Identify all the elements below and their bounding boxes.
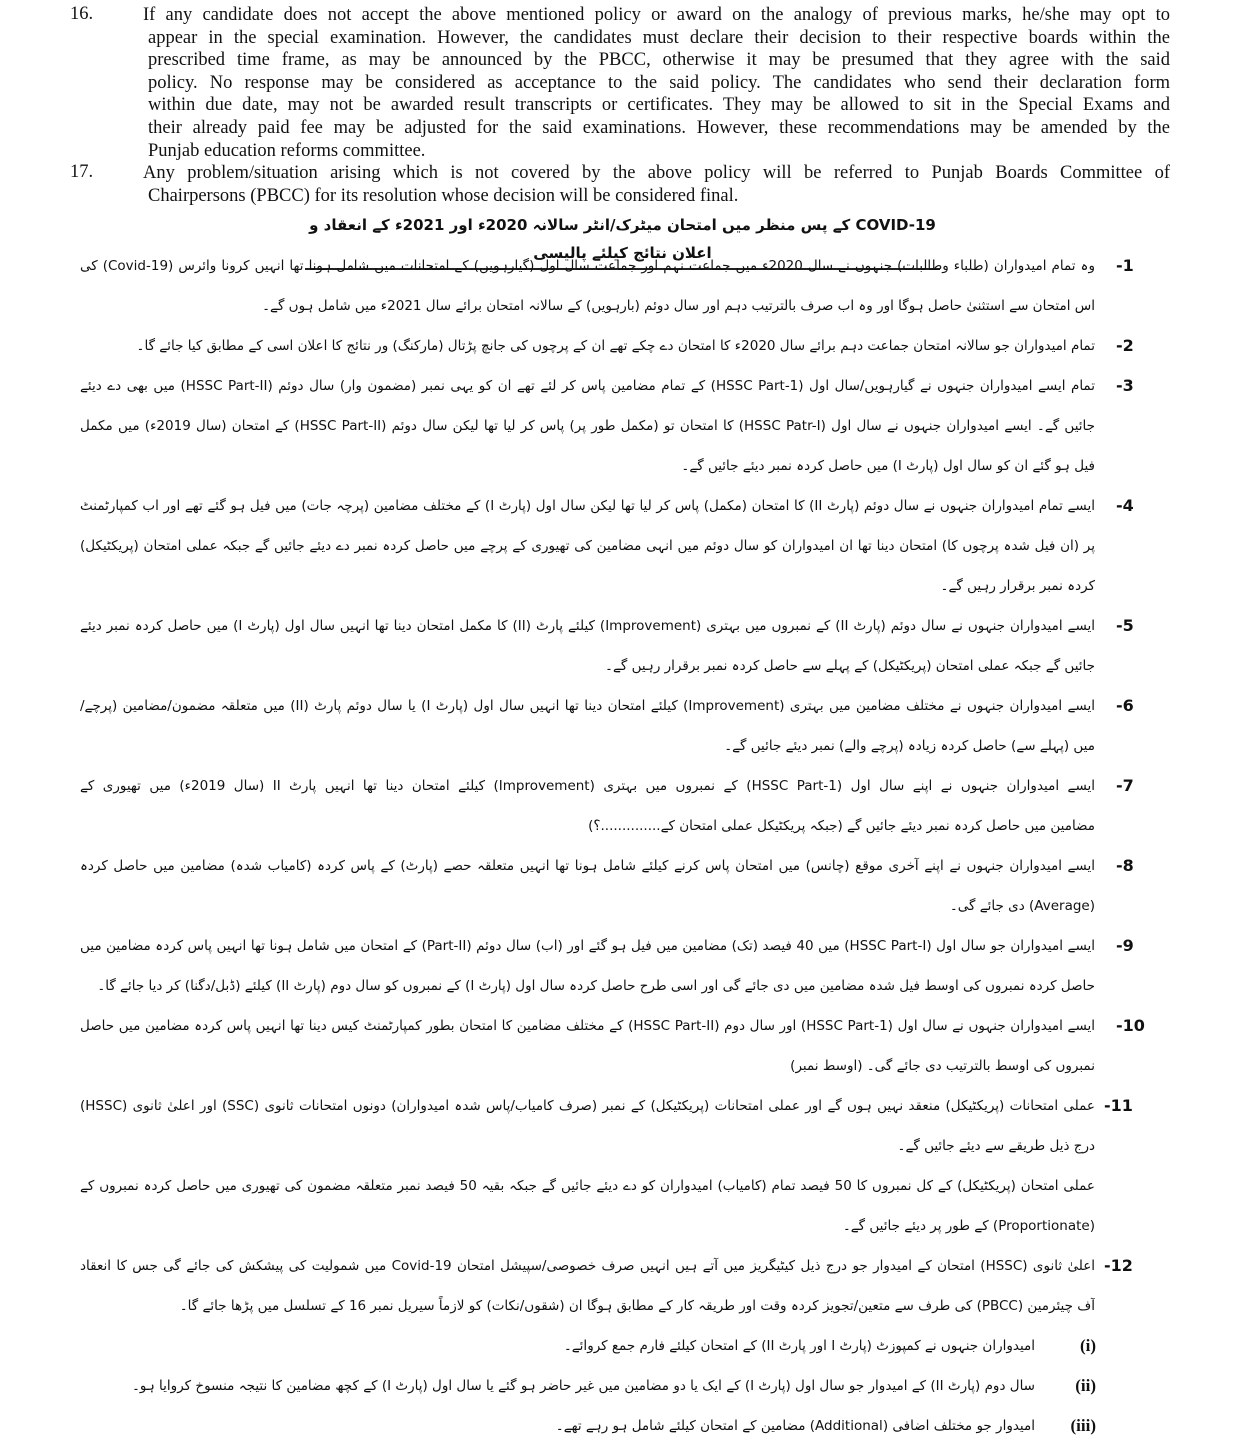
urdu-clause-8	[0, 846, 1246, 926]
clause-text-line: اس امتحان سے استثنیٰ حاصل ہوگا اور وہ اب صرف بالترتیب دہم اور سال دوئم (بارہویں) کے سالانہ امتحان برائے سال 2021ء میں شامل ہوں گے۔	[262, 298, 1095, 314]
clause-text-line: prescribed time frame, as may be announced by the PBCC, otherwise it may be presumed that they agree with the said	[148, 50, 1170, 71]
clause-text-line: ایسے امیدواران جنہوں نے مختلف مضامین میں بہتری (Improvement) کیلئے امتحان دینا تھا انہیں سال اول (پارٹ I) یا سال دوئم پارٹ (II) میں متعلقہ مضمون/مضامین (پرچے/	[80, 698, 1095, 714]
clause-number: -9	[1116, 936, 1134, 955]
clause-text-line: تمام ایسے امیدواران جنہوں نے گیارہویں/سال اول (HSSC Part-1) کے تمام مضامین پاس کر لئے تھے ان کو یہی نمبر (مضمون وار) سال دوئم (HSSC Part-II) میں بھی دے دیئے	[80, 378, 1095, 394]
urdu-clause-5	[0, 606, 1246, 686]
policy-title: COVID-19 کے پس منظر میں امتحان میٹرک/انٹر سالانہ 2020ء اور 2021ء کے انعقاد و اعلان نتائج کیلئے پالیسی	[305, 211, 940, 270]
urdu-clause-12	[0, 1246, 1246, 1326]
clause-text-line: (Average) دی جائے گی۔	[949, 898, 1095, 914]
urdu-clause-9	[0, 926, 1246, 1006]
clause-text-line: فیل ہو گئے ان کو سال اول (پارٹ I) میں حاصل کردہ نمبر دیئے جائیں گے۔	[681, 458, 1095, 474]
sub-clause-text: سال دوم (پارٹ II) کے امیدوار جو سال اول (پارٹ I) کے ایک یا دو مضامین میں غیر حاضر ہو گئے یا سال اول (پارٹ I) کے کچھ مضامین کا نتیجہ منسوخ کروایا ہو۔	[131, 1378, 1035, 1394]
clause-text-line: ایسے امیدواران جنہوں نے سال دوئم (پارٹ II) کے نمبروں میں بہتری (Improvement) کیلئے پارٹ (II) کا مکمل امتحان دینا تھا انہیں سال اول (پارٹ I) میں حاصل کردہ نمبر دیئے	[80, 618, 1095, 634]
clause-number: -11	[1104, 1096, 1133, 1115]
sub-clause-number: (i)	[1079, 1336, 1096, 1355]
clause-text-line: پر (ان فیل شدہ پرچوں کا) امتحان دینا تھا ان امیدواران کو سال دوئم میں انہی مضامین کی تھیوری کے پرچے میں حاصل کردہ نمبر دے دیئے جائیں گے جبکہ عملی امتحان (پریکٹیکل)	[80, 538, 1095, 554]
sub-clause	[0, 1326, 1246, 1366]
clause-number: -2	[1116, 336, 1134, 355]
sub-clause-text: امیدوار جو مختلف اضافی (Additional) مضامین کے امتحان کیلئے شامل ہو رہے تھے۔	[555, 1418, 1035, 1434]
clause-text-line: کردہ نمبر برقرار رہیں گے۔	[940, 578, 1095, 594]
urdu-clause-10	[0, 1006, 1246, 1086]
clause-text-line: If any candidate does not accept the above mentioned policy or award on the analogy of previous marks, he/she may opt to	[143, 5, 1170, 25]
urdu-section	[0, 246, 1246, 1446]
clause-text-line: Punjab education reforms committee.	[148, 140, 426, 161]
clause-number: -7	[1116, 776, 1134, 795]
clause-number: 16.	[70, 4, 94, 24]
clause-text-line: عملی امتحانات (پریکٹیکل) منعقد نہیں ہوں گے اور عملی امتحانات (پریکٹیکل) کے نمبر (صرف کامیاب/پاس شدہ امیدواران) دونوں امتحانات ثانوی (SSC) اور اعلیٰ ثانوی (HSSC)	[80, 1098, 1095, 1114]
clause-number: -12	[1104, 1256, 1133, 1275]
clause-text-line: جائیں گے جبکہ عملی امتحان (پریکٹیکل) کے پہلے سے حاصل کردہ نمبر برقرار رہیں گے۔	[605, 658, 1095, 674]
clause-number: 17.	[70, 162, 94, 183]
clause-text-line: ایسے امیدواران جنہوں نے اپنے آخری موقع (چانس) میں امتحان پاس کرنے کیلئے شامل ہونا تھا انہیں متعلقہ حصے (پارٹ) کے پاس کردہ (کامیاب شدہ) مضامین میں حاصل کردہ	[80, 858, 1095, 874]
english-section	[0, 4, 1246, 207]
clause-text-line: میں (پہلے سے) حاصل کردہ زیادہ (پرچے والے) نمبر دیئے جائیں گے۔	[724, 738, 1095, 754]
sub-clause	[0, 1366, 1246, 1406]
clause-number: -1	[1116, 256, 1134, 275]
clause-text-line: their already paid fee may be adjusted for the said examinations. However, these recommendations may be amended by the	[148, 117, 1170, 138]
clause-text-line: نمبروں کی اوسط بالترتیب دی جائے گی۔ (اوسط نمبر)	[790, 1058, 1095, 1074]
urdu-clause-1	[0, 246, 1246, 326]
clause-text-line: آف چیئرمین (PBCC) کی طرف سے متعین/تجویز کردہ وقت اور طریقہ کار کے مطابق ہوگا ان (شقوں/نکات) کو لازماً سیریل نمبر 16 کے تسلسل میں پڑھا جائے گا۔	[179, 1298, 1095, 1314]
clause-number: -6	[1116, 696, 1134, 715]
clause-number: -5	[1116, 616, 1134, 635]
urdu-clause-4	[0, 486, 1246, 606]
clause-text-line: within due date, may not be awarded result transcripts or certificates. They may be allowed to sit in the Special Exams and	[148, 95, 1170, 116]
clause-text-line: Chairpersons (PBCC) for its resolution whose decision will be considered final.	[148, 185, 739, 206]
clause-number: -4	[1116, 496, 1134, 515]
sub-clause-number: (iii)	[1070, 1416, 1096, 1435]
clause-text-line: (Proportionate) کے طور پر دیئے جائیں گے۔	[842, 1218, 1095, 1234]
urdu-clause-2	[0, 326, 1246, 366]
urdu-clause-3	[0, 366, 1246, 486]
clause-text-line: Any problem/situation arising which is not covered by the above policy will be referred to Punjab Boards Committee of	[143, 163, 1170, 184]
clause-text-line: مضامین میں حاصل کردہ نمبر دیئے جائیں گے (جبکہ پریکٹیکل عملی امتحان کے..............؟)	[588, 818, 1095, 834]
clause-17	[0, 162, 1246, 207]
urdu-clause-7	[0, 766, 1246, 846]
clause-text-line: ایسے امیدواران جنہوں نے اپنے سال اول (HSSC Part-1) کے نمبروں میں بہتری (Improvement) کیلئے امتحان دینا تھا انہیں پارٹ II (سال 2019ء) میں تھیوری کے	[80, 778, 1095, 794]
clause-text-line: حاصل کردہ نمبروں کی اوسط فیل شدہ مضامین میں دی جائے گی اور اسی طرح حاصل کردہ سال اول (پارٹ I) کے نمبروں کو سال دوم (پارٹ II) کیلئے (ڈبل/دگنا) کر دیا جائے گا۔	[97, 978, 1095, 994]
clause-text-line: ایسے امیدواران جو سال اول (HSSC Part-I) میں 40 فیصد (تک) مضامین میں فیل ہو گئے اور (اب) سال دوئم (Part-II) کے امتحان میں شامل ہونا تھا انہیں پاس کردہ مضامین میں	[80, 938, 1095, 954]
clause-number: -8	[1116, 856, 1134, 875]
clause-text-line: policy. No response may be considered as acceptance to the said policy. The candidates who send their declaration form	[148, 72, 1170, 93]
clause-text-line: appear in the special examination. However, the candidates must declare their decision to their respective boards within the	[148, 27, 1170, 48]
clause-text-line: وہ تمام امیدواران (طلباء وطالبات) جنہوں نے سال 2020ء میں جماعت نہم اور جماعت سال اول (گیارہویں) کے امتحانات میں شامل ہونا تھا انہیں کرونا وائرس (Covid-19) کی	[80, 258, 1095, 274]
clause-text-line: عملی امتحان (پریکٹیکل) کے کل نمبروں کا 50 فیصد تمام (کامیاب) امیدواران کو دے دیئے جائیں گے جبکہ بقیہ 50 فیصد نمبر متعلقہ مضمون کی تھیوری میں حاصل کردہ نمبروں کے	[80, 1178, 1095, 1194]
clause-text-line: ایسے امیدواران جنہوں نے سال اول (HSSC Part-1) اور سال دوم (HSSC Part-II) کے مختلف مضامین کا امتحان بطور کمپارٹمنٹ کیس دینا تھا انہیں پاس کردہ مضامین میں حاصل	[80, 1018, 1095, 1034]
clause-number: -3	[1116, 376, 1134, 395]
clause-number: -10	[1116, 1016, 1145, 1035]
clause-text-line: جائیں گے۔ ایسے امیدواران جنہوں نے سال اول (HSSC Patr-I) کا امتحان تو (مکمل طور پر) پاس کر لیا تھا لیکن سال دوئم (HSSC Part-II) کے امتحان (سال 2019ء) میں مکمل	[80, 418, 1095, 434]
clause-text-line: درج ذیل طریقے سے دیئے جائیں گے۔	[897, 1138, 1095, 1154]
clause-text-line: اعلیٰ ثانوی (HSSC) امتحان کے امیدوار جو درج ذیل کیٹیگریز میں آتے ہیں انہیں صرف خصوصی/سپیشل امتحان Covid-19 میں شمولیت کی پیشکش کی جائے گی جس کا انعقاد	[80, 1258, 1095, 1274]
sub-clause	[0, 1406, 1246, 1446]
clause-text-line: ایسے تمام امیدواران جنہوں نے سال دوئم (پارٹ II) کا امتحان (مکمل) پاس کر لیا تھا لیکن سال اول (پارٹ I) کے مختلف مضامین (پرچہ جات) میں فیل ہو گئے تھے اور اب کمپارٹمنٹ	[80, 498, 1095, 514]
urdu-clause-6	[0, 686, 1246, 766]
urdu-clause-11	[0, 1086, 1246, 1246]
clause-text-line: تمام امیدواران جو سالانہ امتحان جماعت دہم برائے سال 2020ء کا امتحان دے چکے تھے ان کے پرچوں کی جانچ پڑتال (مارکنگ) ور نتائج کا اعلان اسی کے مطابق کیا جائے گا۔	[136, 338, 1095, 354]
sub-clause-number: (ii)	[1075, 1376, 1096, 1395]
sub-clause-text: امیدواران جنہوں نے کمپوزٹ (پارٹ I اور پارٹ II) کے امتحان کیلئے فارم جمع کروائے۔	[563, 1338, 1035, 1354]
clause-16	[0, 4, 1246, 162]
